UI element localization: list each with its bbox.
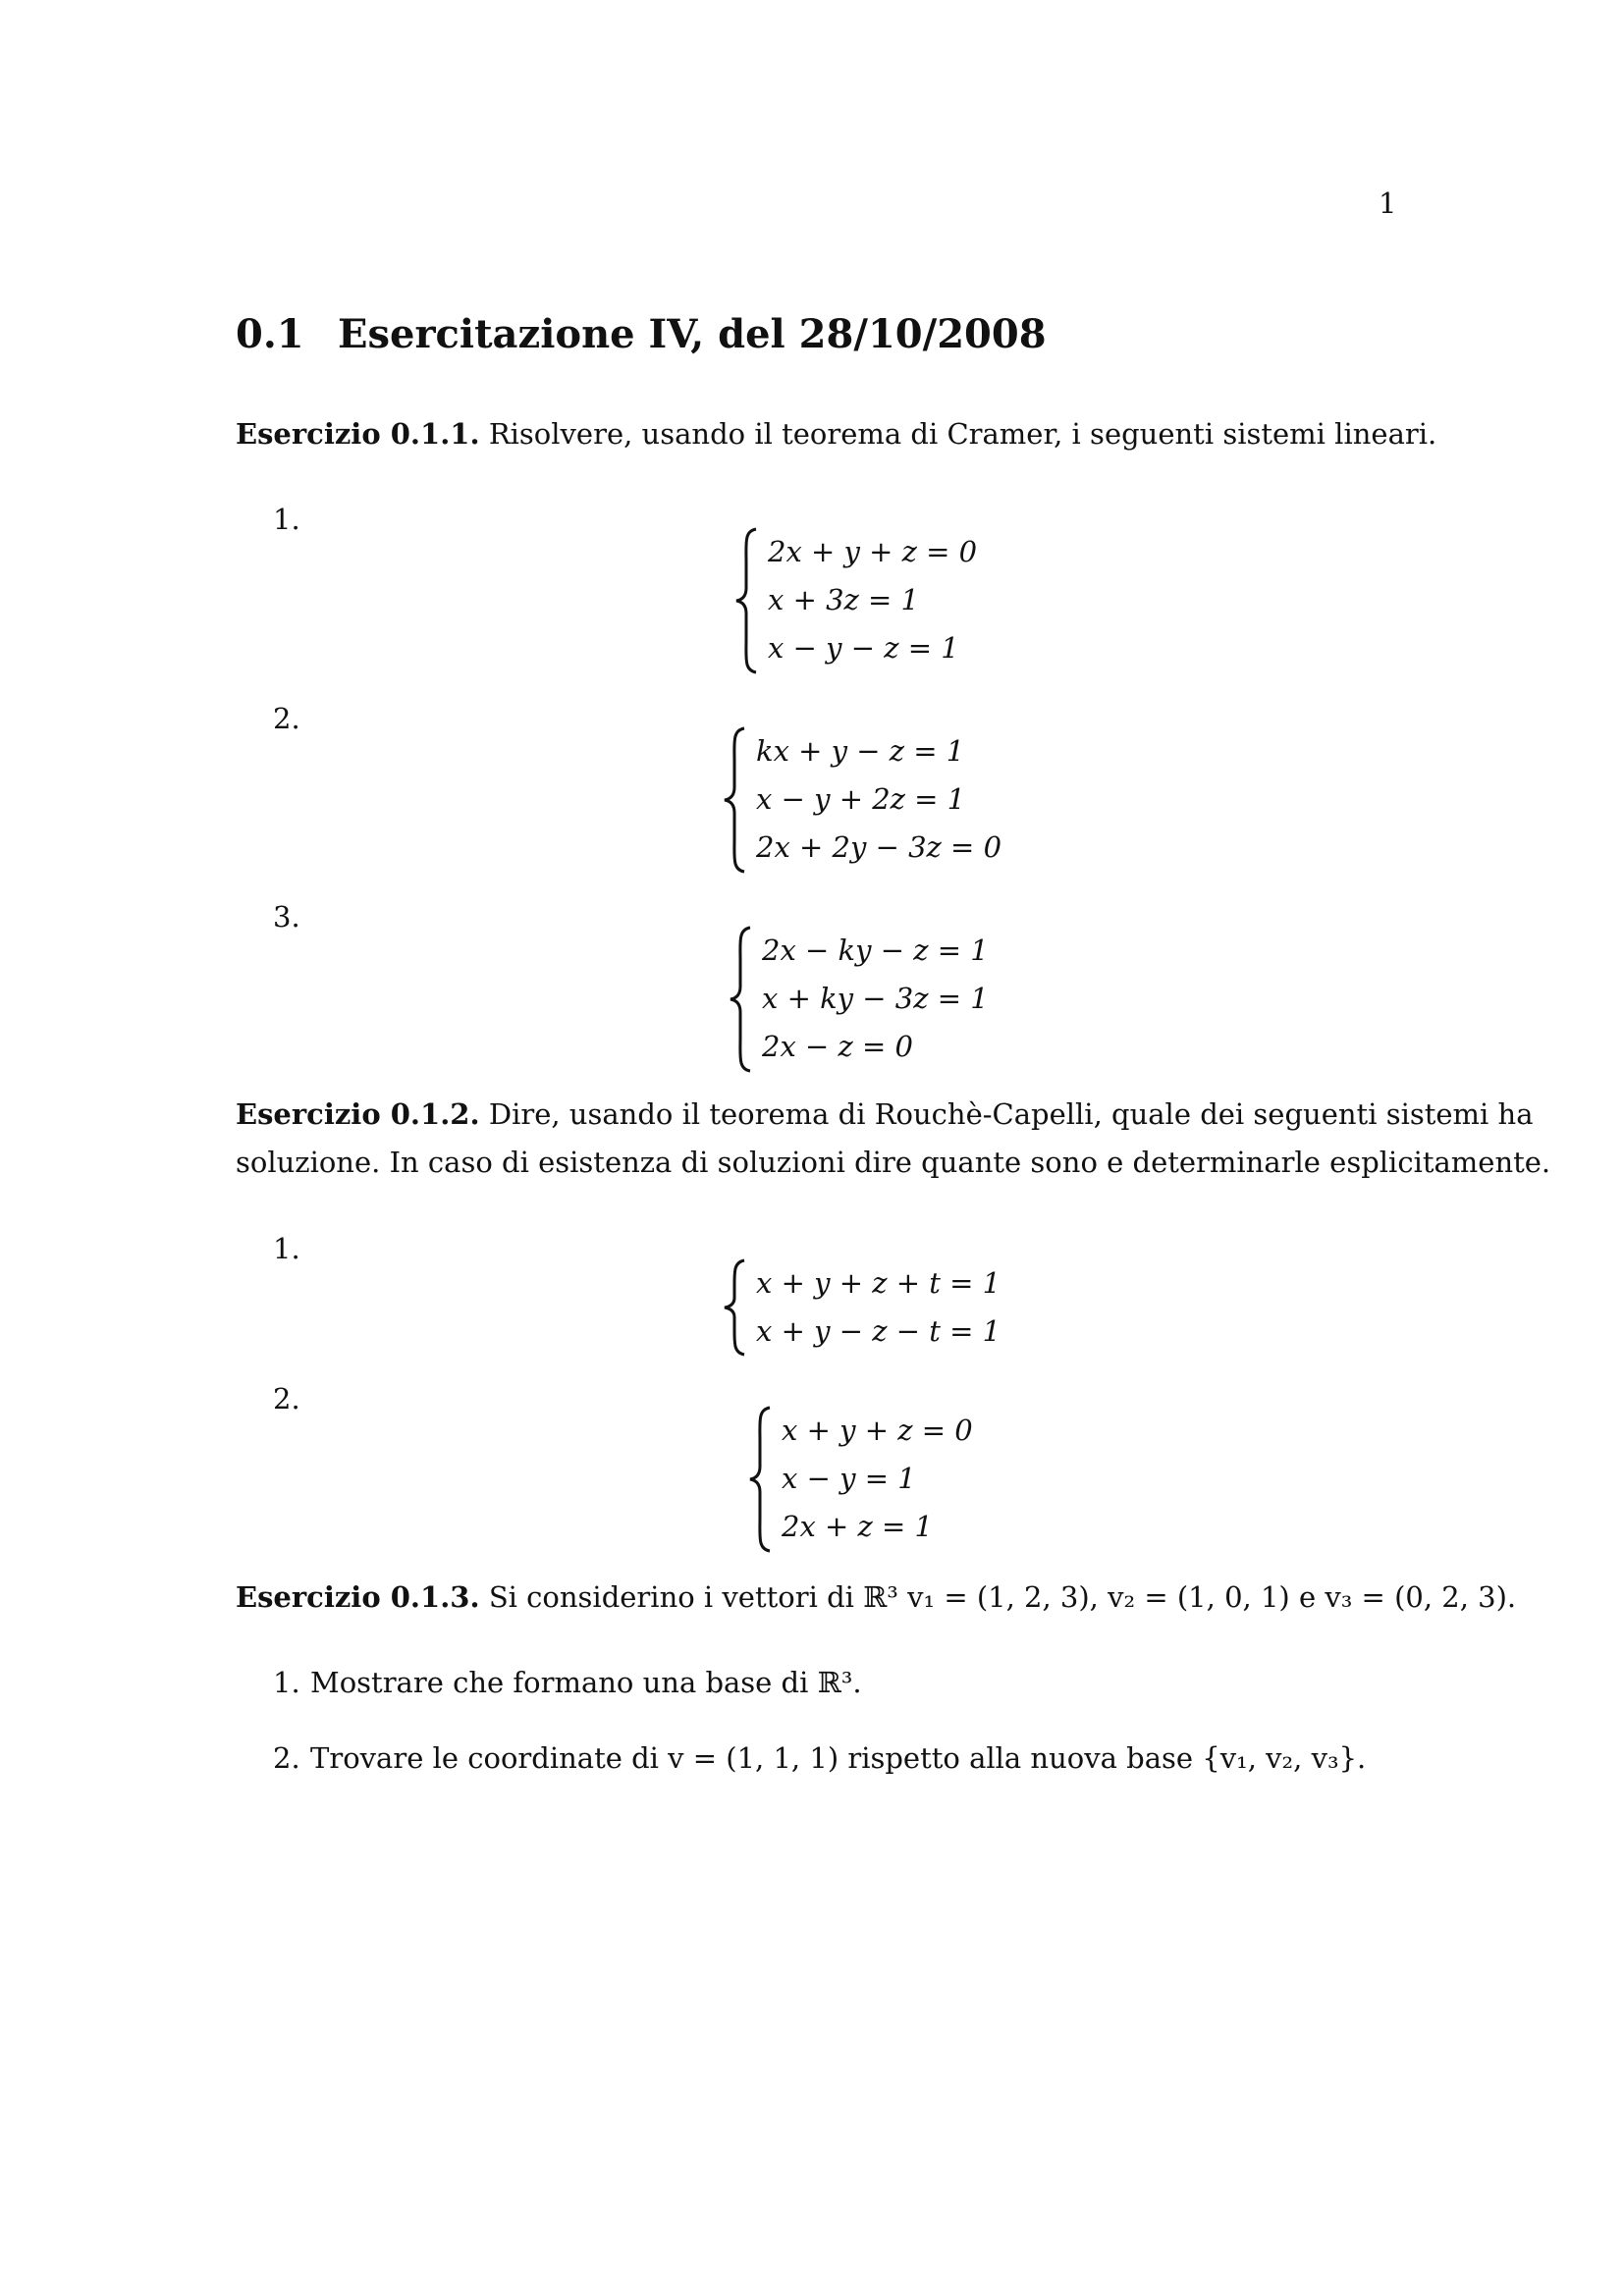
exercise-2-heading	[236, 1097, 1534, 1131]
page-number: 1	[1379, 187, 1397, 220]
equation: x + y − z − t = 1	[756, 1314, 1001, 1348]
section-title: Esercitazione IV, del 28/10/2008	[338, 311, 1047, 357]
equation: x + 3z = 1	[768, 583, 920, 616]
item-label: 2.	[273, 1741, 300, 1775]
equation: x + y + z + t = 1	[756, 1266, 1001, 1300]
equation: x + ky − 3z = 1	[762, 982, 989, 1015]
exercise-2-label: Esercizio 0.1.2.	[236, 1097, 480, 1131]
exercise-3-heading	[236, 1580, 1516, 1614]
equation: 2x − z = 0	[762, 1030, 914, 1063]
exercise-1-text: Risolvere, usando il teorema di Cramer, i seguenti sistemi lineari.	[488, 417, 1437, 451]
equation: 2x + y + z = 0	[768, 535, 978, 568]
equation: x − y = 1	[782, 1462, 916, 1495]
item-label: 1.	[273, 1666, 300, 1699]
exercise-2-item-1-label: 1.	[273, 1232, 300, 1265]
exercise-1-item-1-label: 1.	[273, 503, 300, 536]
exercise-3-text: Si considerino i vettori di ℝ³ v₁ = (1, 2, 3), v₂ = (1, 0, 1) e v₃ = (0, 2, 3).	[488, 1580, 1517, 1614]
exercise-1-heading	[236, 417, 1436, 451]
exercise-2-text-line-1: Dire, usando il teorema di Rouchè-Capelli, quale dei seguenti sistemi ha	[488, 1097, 1534, 1131]
equation: 2x − ky − z = 1	[762, 934, 989, 967]
left-brace	[721, 726, 750, 874]
section-heading	[236, 311, 1047, 357]
left-brace	[721, 1258, 750, 1357]
equation: 2x + z = 1	[782, 1510, 934, 1543]
equation: x − y + 2z = 1	[756, 782, 966, 816]
equation: x + y + z = 0	[782, 1414, 973, 1447]
exercise-1-label: Esercizio 0.1.1.	[236, 417, 480, 451]
exercise-3-item-1	[273, 1666, 862, 1699]
exercise-3-label: Esercizio 0.1.3.	[236, 1580, 480, 1614]
item-text: Mostrare che formano una base di ℝ³.	[310, 1666, 862, 1699]
section-number: 0.1	[236, 311, 304, 357]
exercise-3-item-2	[273, 1741, 1366, 1775]
equation: x − y − z = 1	[768, 631, 959, 665]
item-text: Trovare le coordinate di v = (1, 1, 1) rispetto alla nuova base {v₁, v₂, v₃}.	[310, 1741, 1367, 1775]
exercise-2-text-line-2: soluzione. In caso di esistenza di soluzioni dire quante sono e determinarle esplicitamente.	[236, 1146, 1551, 1179]
exercise-1-item-2-label: 2.	[273, 702, 300, 735]
exercise-1-item-3-label: 3.	[273, 900, 300, 934]
left-brace	[746, 1406, 776, 1553]
left-brace	[727, 926, 756, 1073]
exercise-2-item-2-label: 2.	[273, 1382, 300, 1415]
left-brace	[732, 527, 762, 674]
equation: kx + y − z = 1	[756, 734, 965, 768]
equation: 2x + 2y − 3z = 0	[756, 830, 1002, 864]
